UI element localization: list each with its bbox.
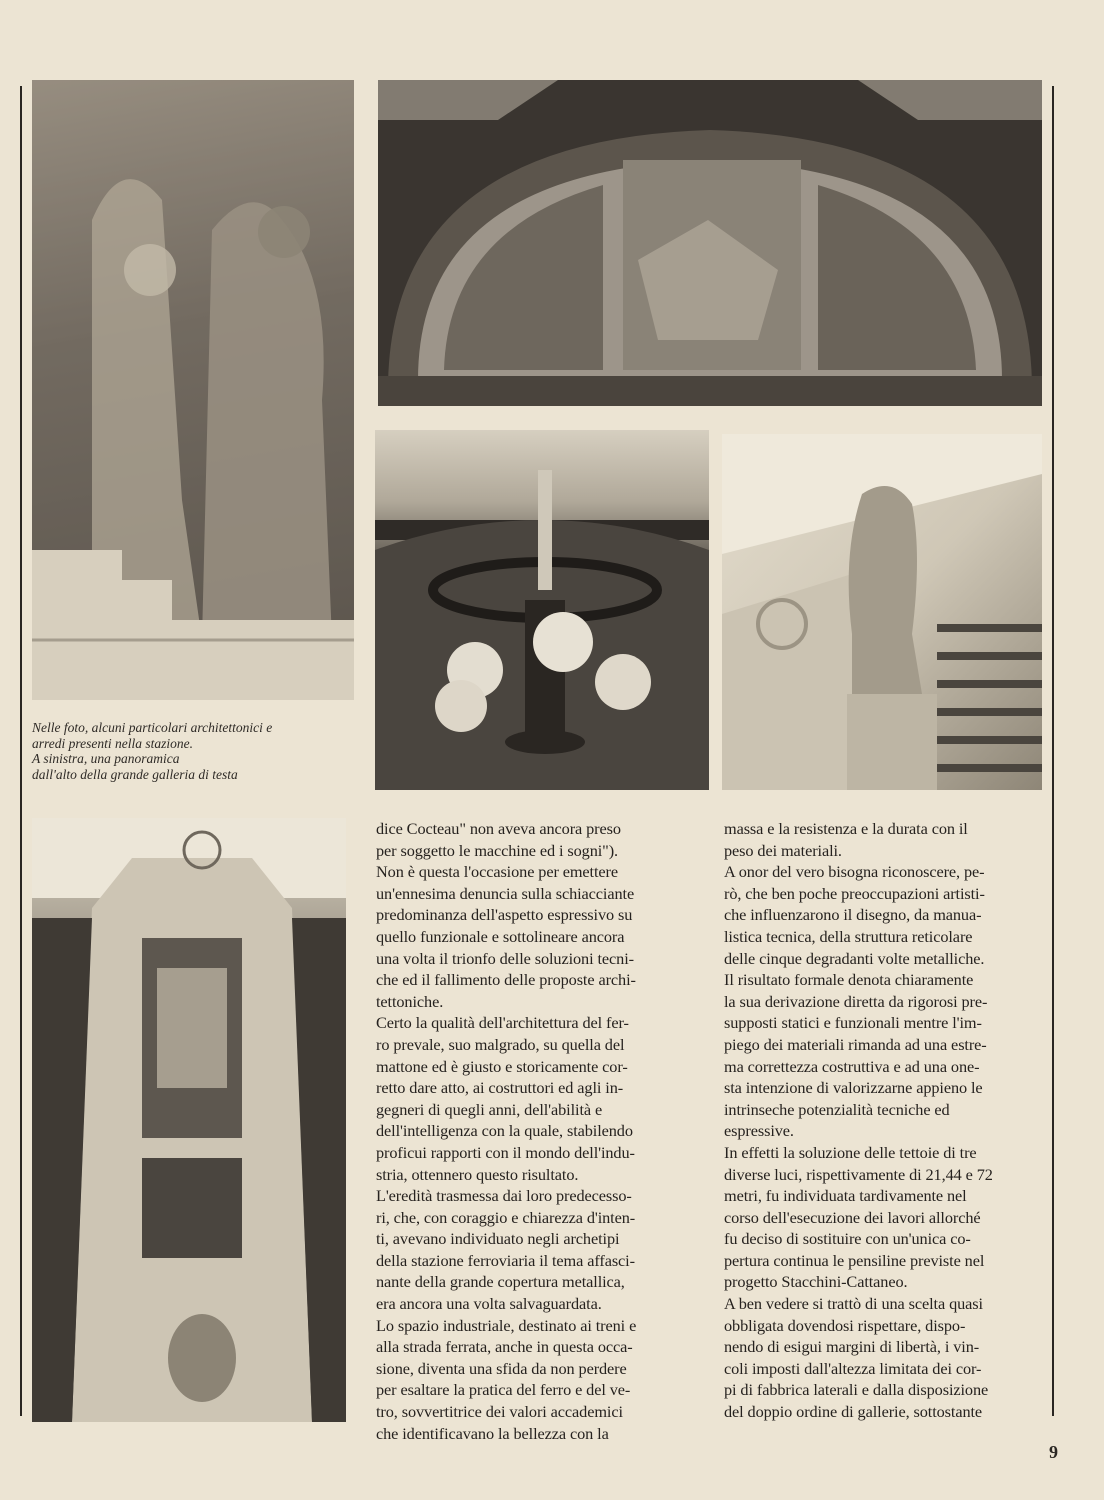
caption-line: Nelle foto, alcuni particolari architettonici e bbox=[32, 720, 273, 735]
caption-line: A sinistra, una panoramica bbox=[32, 751, 180, 766]
paragraph: massa e la resistenza e la durata con il peso dei materiali. bbox=[724, 819, 968, 860]
left-margin-rule bbox=[20, 86, 22, 1416]
paragraph: In effetti la soluzione delle tettoie di tre diverse luci, rispettivamente di 21,44 e 72 metri, fu individuata tardivamente nel corso dell'esecuzione dei lavori allorché fu deciso di sostituire con un'unica co- pertura continua le pensiline previste nel progetto Stacchini-Cattaneo. bbox=[724, 1142, 993, 1292]
caption-line: dall'alto della grande galleria di testa bbox=[32, 766, 238, 782]
stained-glass-lunette-photo bbox=[378, 80, 1042, 406]
paragraph: Lo spazio industriale, destinato ai treni e alla strada ferrata, anche in questa occa- sione, diventa una sfida da non perdere per esaltare la pratica del ferro e del ve- tro, sovvertitrice dei valori accademici che identificavano la bellezza con la bbox=[376, 1315, 637, 1443]
paragraph: Certo la qualità dell'architettura del fer- ro prevale, suo malgrado, su quella del mattone ed è giusto e storicamente cor- retto dare atto, ai costruttori ed agli in- gegneri di quegli anni, dell'abilità e dell'intelligenza con la quale, stabilendo proficui rapporti con il mondo dell'indu- stria, ottennero questo risultato. bbox=[376, 1013, 635, 1184]
statue-relief-photo bbox=[32, 80, 354, 700]
photo-caption bbox=[32, 720, 332, 782]
right-margin-rule bbox=[1052, 86, 1054, 1416]
text-column-right bbox=[724, 818, 1044, 1423]
paragraph: Non è questa l'occasione per emettere un'ennesima denuncia sulla schiacciante predominanza dell'aspetto espressivo su quello funzionale e sottolineare ancora una volta il trionfo delle soluzioni tecni- che ed il fallimento delle proposte archi- tettoniche. bbox=[376, 862, 636, 1011]
paragraph: A onor del vero bisogna riconoscere, pe- rò, che ben poche preoccupazioni artisti- che influenzarono il disegno, da manua- listica tecnica, della struttura reticolare delle cinque degradanti volte metalliche. bbox=[724, 862, 985, 968]
caption-line: arredi presenti nella stazione. bbox=[32, 735, 193, 751]
paragraph: dice Cocteau" non aveva ancora preso per soggetto le macchine ed i sogni"). bbox=[376, 819, 621, 860]
lion-staircase-photo bbox=[722, 434, 1042, 790]
tower-facade-photo bbox=[32, 818, 346, 1422]
text-column-middle bbox=[376, 818, 698, 1444]
paragraph: Il risultato formale denota chiaramente la sua derivazione diretta da rigorosi pre- supposti statici e funzionali mentre l'im- piego dei materiali rimanda ad una estre- ma correttezza costruttiva e ad una one- sta intenzione di valorizzarne appieno le intrinseche potenzialità tecniche ed espressive. bbox=[724, 970, 988, 1141]
chandelier-photo bbox=[375, 430, 709, 790]
page-number: 9 bbox=[1049, 1442, 1058, 1462]
paragraph: A ben vedere si trattò di una scelta quasi obbligata dovendosi rispettare, dispo- nendo di esigui margini di libertà, i vin- coli imposti dall'altezza limitata dei cor- pi di fabbrica laterali e dalla disposizione del doppio ordine di gallerie, sottostante bbox=[724, 1294, 989, 1422]
paragraph: L'eredità trasmessa dai loro predecesso- ri, che, con coraggio e chiarezza d'inten- ti, avevano individuato negli archetipi della stazione ferroviaria il tema affasci- nante della grande copertura metallica, era ancora una volta salvaguardata. bbox=[376, 1186, 636, 1314]
